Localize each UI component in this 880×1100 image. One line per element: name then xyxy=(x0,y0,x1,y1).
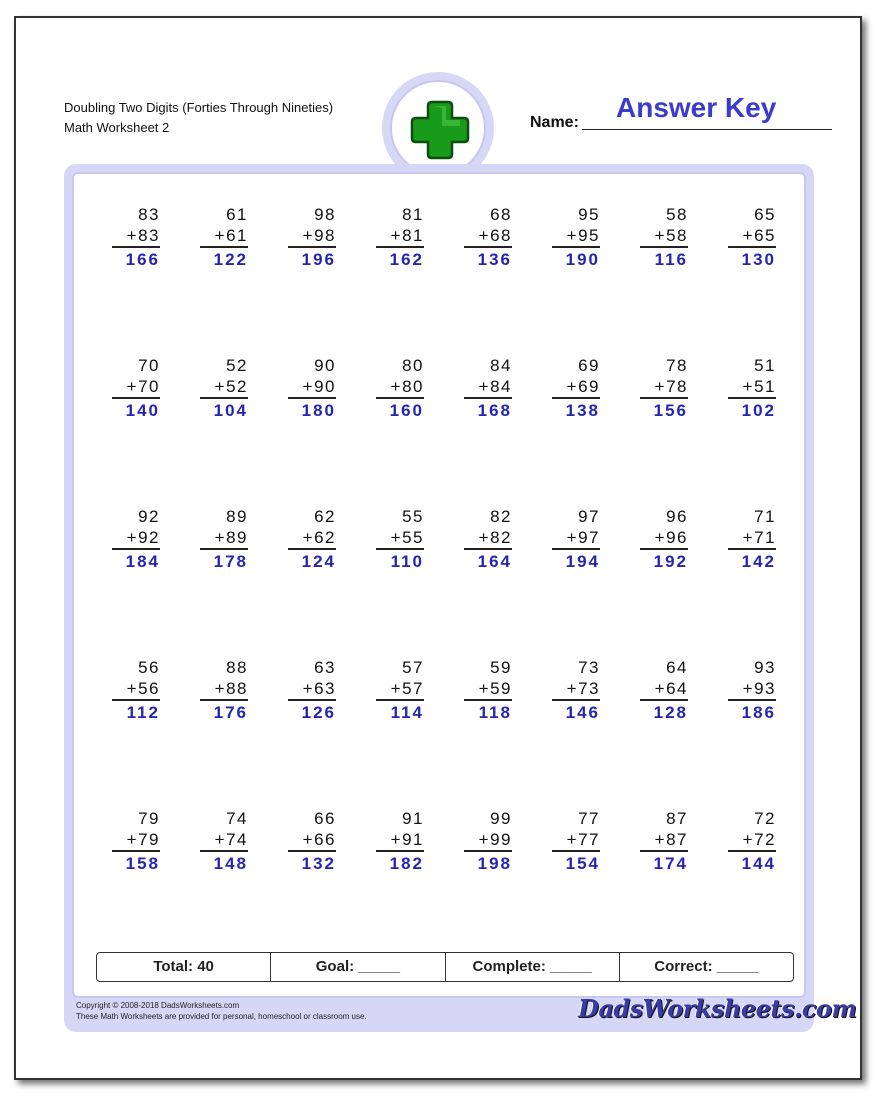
worksheet-page xyxy=(14,16,862,1080)
answer: 194 xyxy=(565,552,600,571)
addend-plus: +72 xyxy=(728,829,776,852)
addend-plus: +52 xyxy=(200,376,248,399)
problem xyxy=(376,355,424,423)
addend: 90 xyxy=(314,356,336,375)
problem xyxy=(464,657,512,725)
addend: 66 xyxy=(314,809,336,828)
copyright-block xyxy=(76,1000,367,1022)
addend-plus: +63 xyxy=(288,678,336,701)
answer: 132 xyxy=(301,854,336,873)
problem-area xyxy=(72,172,806,998)
addend: 92 xyxy=(138,507,160,526)
addend: 96 xyxy=(666,507,688,526)
problem xyxy=(376,808,424,876)
copyright-text: Copyright © 2008-2018 DadsWorksheets.com xyxy=(76,1001,240,1010)
answer: 164 xyxy=(477,552,512,571)
problem xyxy=(552,657,600,725)
answer: 110 xyxy=(390,552,424,571)
addend-plus: +84 xyxy=(464,376,512,399)
addend-plus: +73 xyxy=(552,678,600,701)
addend-plus: +97 xyxy=(552,527,600,550)
addend: 51 xyxy=(754,356,776,375)
answer: 162 xyxy=(389,250,424,269)
answer: 146 xyxy=(565,703,600,722)
problem xyxy=(728,657,776,725)
addend: 81 xyxy=(402,205,424,224)
addend: 73 xyxy=(578,658,600,677)
answer: 180 xyxy=(301,401,336,420)
addend-plus: +96 xyxy=(640,527,688,550)
addend-plus: +78 xyxy=(640,376,688,399)
problem xyxy=(112,204,160,272)
addend-plus: +66 xyxy=(288,829,336,852)
worksheet-title xyxy=(64,98,333,138)
addend-plus: +81 xyxy=(376,225,424,248)
addend-plus: +99 xyxy=(464,829,512,852)
addend-plus: +58 xyxy=(640,225,688,248)
addend-plus: +56 xyxy=(112,678,160,701)
addend-plus: +79 xyxy=(112,829,160,852)
problem xyxy=(288,204,336,272)
problem xyxy=(464,355,512,423)
addend: 93 xyxy=(754,658,776,677)
problem xyxy=(288,355,336,423)
answer: 198 xyxy=(477,854,512,873)
addend-plus: +87 xyxy=(640,829,688,852)
addend-plus: +70 xyxy=(112,376,160,399)
answer: 184 xyxy=(125,552,160,571)
addend-plus: +69 xyxy=(552,376,600,399)
addend: 57 xyxy=(402,658,424,677)
dadsworksheets-logo: DadsWorksheets.com xyxy=(578,994,857,1023)
problem xyxy=(112,657,160,725)
answer: 142 xyxy=(741,552,776,571)
addend-plus: +82 xyxy=(464,527,512,550)
addend: 69 xyxy=(578,356,600,375)
problem xyxy=(552,204,600,272)
problem xyxy=(288,506,336,574)
addend: 98 xyxy=(314,205,336,224)
addend-plus: +61 xyxy=(200,225,248,248)
addend: 71 xyxy=(754,507,776,526)
addend-plus: +98 xyxy=(288,225,336,248)
answer: 144 xyxy=(741,854,776,873)
problem xyxy=(200,355,248,423)
addend: 79 xyxy=(138,809,160,828)
addend: 80 xyxy=(402,356,424,375)
addend: 52 xyxy=(226,356,248,375)
addend: 95 xyxy=(578,205,600,224)
problem xyxy=(552,355,600,423)
addend: 56 xyxy=(138,658,160,677)
addend-plus: +59 xyxy=(464,678,512,701)
answer: 186 xyxy=(741,703,776,722)
problem xyxy=(640,506,688,574)
addend-plus: +55 xyxy=(376,527,424,550)
score-bar xyxy=(96,952,794,982)
addend-plus: +77 xyxy=(552,829,600,852)
addend: 65 xyxy=(754,205,776,224)
answer: 154 xyxy=(565,854,600,873)
addend: 55 xyxy=(402,507,424,526)
problem xyxy=(728,808,776,876)
addend: 91 xyxy=(402,809,424,828)
answer: 114 xyxy=(390,703,424,722)
addend: 72 xyxy=(754,809,776,828)
addend: 62 xyxy=(314,507,336,526)
complete-cell[interactable]: Complete: _____ xyxy=(446,953,620,981)
answer: 124 xyxy=(301,552,336,571)
answer: 174 xyxy=(653,854,688,873)
problem xyxy=(376,506,424,574)
addend-plus: +57 xyxy=(376,678,424,701)
usage-notice: These Math Worksheets are provided for personal, homeschool or classroom use. xyxy=(76,1012,367,1021)
correct-cell[interactable]: Correct: _____ xyxy=(654,958,759,975)
answer: 160 xyxy=(389,401,424,420)
answer-key: Answer Key xyxy=(616,92,777,123)
answer: 168 xyxy=(477,401,512,420)
addend-plus: +92 xyxy=(112,527,160,550)
addend-plus: +62 xyxy=(288,527,336,550)
answer: 128 xyxy=(653,703,688,722)
problem xyxy=(552,808,600,876)
addend-plus: +68 xyxy=(464,225,512,248)
addend: 70 xyxy=(138,356,160,375)
addend: 83 xyxy=(138,205,160,224)
addend: 74 xyxy=(226,809,248,828)
addend: 87 xyxy=(666,809,688,828)
addend: 88 xyxy=(226,658,248,677)
answer: 112 xyxy=(126,703,160,722)
answer: 178 xyxy=(213,552,248,571)
name-label: Name: xyxy=(530,114,579,131)
addend: 63 xyxy=(314,658,336,677)
addend-plus: +80 xyxy=(376,376,424,399)
answer: 136 xyxy=(477,250,512,269)
answer: 182 xyxy=(389,854,424,873)
worksheet-frame xyxy=(64,164,857,1032)
addend-plus: +64 xyxy=(640,678,688,701)
answer: 116 xyxy=(654,250,688,269)
problem xyxy=(288,808,336,876)
addend: 58 xyxy=(666,205,688,224)
addend: 84 xyxy=(490,356,512,375)
addend: 89 xyxy=(226,507,248,526)
addend-plus: +83 xyxy=(112,225,160,248)
title-line-2: Math Worksheet 2 xyxy=(64,120,170,135)
problem xyxy=(464,204,512,272)
problem xyxy=(464,506,512,574)
answer: 118 xyxy=(478,703,512,722)
title-line-1: Doubling Two Digits (Forties Through Nineties) xyxy=(64,100,334,115)
problem xyxy=(464,808,512,876)
answer: 190 xyxy=(565,250,600,269)
addend: 78 xyxy=(666,356,688,375)
answer: 156 xyxy=(653,401,688,420)
answer: 104 xyxy=(213,401,248,420)
name-field[interactable] xyxy=(530,92,832,131)
addend-plus: +65 xyxy=(728,225,776,248)
addend: 82 xyxy=(490,507,512,526)
answer: 122 xyxy=(213,250,248,269)
problem xyxy=(640,808,688,876)
answer: 138 xyxy=(565,401,600,420)
addend-plus: +93 xyxy=(728,678,776,701)
problem xyxy=(552,506,600,574)
problem xyxy=(640,355,688,423)
problem xyxy=(728,204,776,272)
problem xyxy=(112,506,160,574)
answer: 176 xyxy=(213,703,248,722)
problem xyxy=(112,808,160,876)
addend: 61 xyxy=(226,205,248,224)
total-cell: Total: 40 xyxy=(97,953,271,981)
addend-plus: +51 xyxy=(728,376,776,399)
answer: 140 xyxy=(125,401,160,420)
problem xyxy=(200,657,248,725)
problem xyxy=(200,506,248,574)
addend-plus: +71 xyxy=(728,527,776,550)
goal-cell[interactable]: Goal: _____ xyxy=(271,953,445,981)
problem xyxy=(640,204,688,272)
answer: 192 xyxy=(653,552,688,571)
addend: 64 xyxy=(666,658,688,677)
problem xyxy=(376,204,424,272)
answer: 166 xyxy=(125,250,160,269)
answer: 102 xyxy=(741,401,776,420)
problem xyxy=(112,355,160,423)
name-line xyxy=(582,129,832,130)
problem xyxy=(200,204,248,272)
problem xyxy=(376,657,424,725)
addend: 77 xyxy=(578,809,600,828)
addend-plus: +91 xyxy=(376,829,424,852)
problem xyxy=(640,657,688,725)
addend: 68 xyxy=(490,205,512,224)
problem xyxy=(288,657,336,725)
problem-grid xyxy=(74,174,808,954)
addend-plus: +90 xyxy=(288,376,336,399)
answer: 148 xyxy=(213,854,248,873)
answer: 130 xyxy=(741,250,776,269)
problem xyxy=(728,506,776,574)
answer: 126 xyxy=(301,703,336,722)
addend: 99 xyxy=(490,809,512,828)
addend-plus: +95 xyxy=(552,225,600,248)
addend-plus: +88 xyxy=(200,678,248,701)
answer: 158 xyxy=(125,854,160,873)
plus-icon xyxy=(408,98,472,162)
addend-plus: +74 xyxy=(200,829,248,852)
answer: 196 xyxy=(301,250,336,269)
badge-inner xyxy=(390,80,486,176)
addend-plus: +89 xyxy=(200,527,248,550)
addend: 97 xyxy=(578,507,600,526)
problem xyxy=(728,355,776,423)
problem xyxy=(200,808,248,876)
addend: 59 xyxy=(490,658,512,677)
